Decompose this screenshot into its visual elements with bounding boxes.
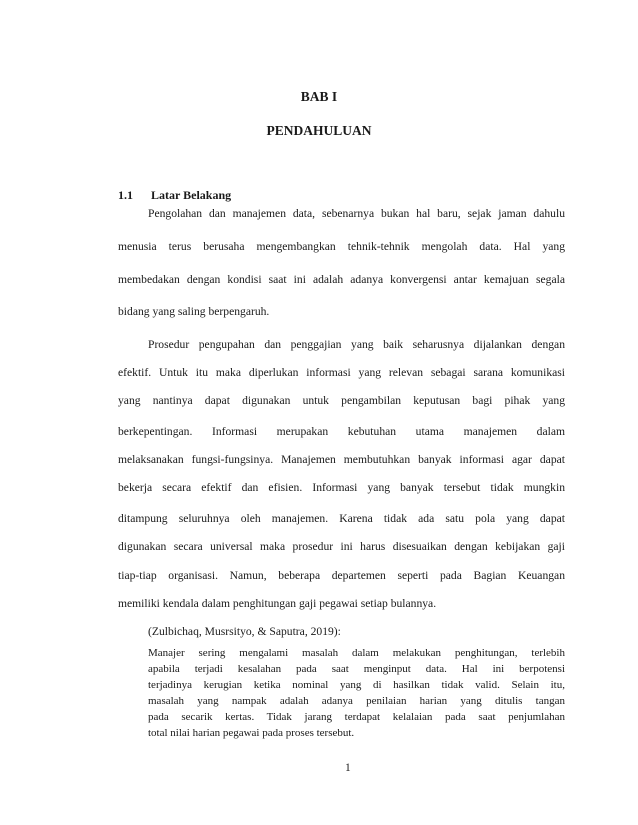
section-number: 1.1 [118,188,133,202]
paragraph-line: bidang yang saling berpengaruh. [118,305,270,318]
quote-line: pada secarik kertas. Tidak jarang terdapat kelalaian pada saat penjumlahan [148,711,565,723]
paragraph-line: tiap-tiap organisasi. Namun, beberapa departemen seperti pada Bagian Keuangan [118,569,565,582]
citation: (Zulbichaq, Musrsityo, & Saputra, 2019): [148,625,341,638]
paragraph-line: Pengolahan dan manajemen data, sebenarnya bukan hal baru, sejak jaman dahulu [148,207,565,220]
chapter-number: BAB I [300,89,338,104]
quote-line: total nilai harian pegawai pada proses tersebut. [148,727,355,739]
section-heading [118,188,231,203]
paragraph-line: memiliki kendala dalam penghitungan gaji pegawai setiap bulannya. [118,597,437,610]
paragraph-line: menusia terus berusaha mengembangkan tehnik-tehnik mengolah data. Hal yang [118,240,565,253]
paragraph-line: Prosedur pengupahan dan penggajian yang baik seharusnya dijalankan dengan [148,338,565,351]
paragraph-line: yang nantinya dapat digunakan untuk pengambilan keputusan bagi pihak yang [118,394,565,407]
paragraph-line: membedakan dengan kondisi saat ini adalah adanya konvergensi antar kemajuan segala [118,273,565,286]
quote-line: Manajer sering mengalami masalah dalam melakukan penghitungan, terlebih [148,647,565,659]
paragraph-line: melaksanakan fungsi-fungsinya. Manajemen membutuhkan banyak informasi agar dapat [118,453,565,466]
quote-line: terjadinya kerugian ketika nominal yang di hasilkan tidak valid. Selain itu, [148,679,565,691]
page-number: 1 [345,762,351,774]
paragraph-line: berkepentingan. Informasi merupakan kebutuhan utama manajemen dalam [118,425,565,438]
paragraph-line: bekerja secara efektif dan efisien. Informasi yang banyak tersebut tidak mungkin [118,481,565,494]
paragraph-line: digunakan secara universal maka prosedur ini harus disesuaikan dengan kebijakan gaji [118,540,565,553]
chapter-title: PENDAHULUAN [266,123,372,138]
paragraph-line: ditampung seluruhnya oleh manajemen. Karena tidak ada satu pola yang dapat [118,512,565,525]
quote-line: masalah yang nampak adalah adanya penilaian harian yang ditulis tangan [148,695,565,707]
quote-line: apabila terjadi kesalahan pada saat menginput data. Hal ini berpotensi [148,663,565,675]
paragraph-line: efektif. Untuk itu maka diperlukan informasi yang relevan sebagai sarana komunikasi [118,366,565,379]
section-title: Latar Belakang [151,188,232,202]
